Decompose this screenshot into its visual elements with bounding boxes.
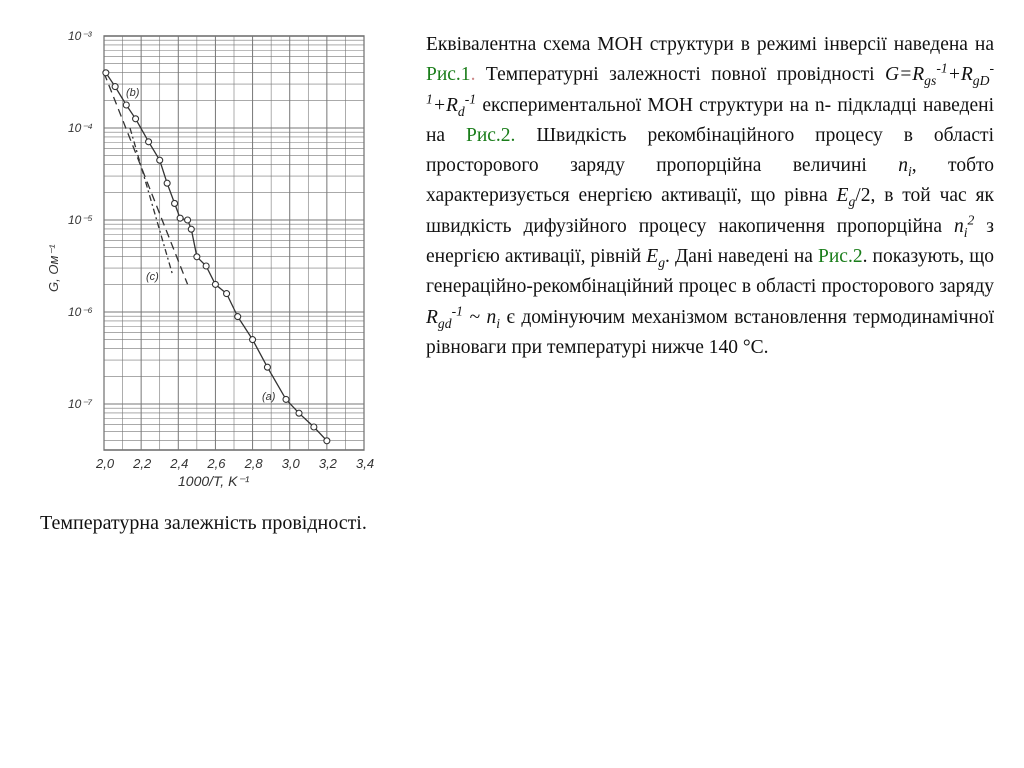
data-point	[296, 410, 302, 416]
figure-caption: Температурна залежність провідності.	[40, 512, 367, 534]
data-point	[146, 139, 152, 145]
y-tick-label: 10⁻⁷	[68, 397, 93, 411]
annotation-c: (c)	[146, 271, 159, 283]
y-tick-labels	[68, 29, 93, 411]
annotation-a: (a)	[262, 391, 276, 403]
conductivity-chart	[28, 22, 388, 494]
y-tick-label: 10⁻³	[68, 29, 92, 43]
x-tick-label: 2,0	[96, 456, 115, 471]
y-axis-label: G, Ом⁻¹	[46, 244, 61, 292]
data-point	[324, 438, 330, 444]
y-tick-label: 10⁻⁵	[68, 213, 93, 227]
data-point	[203, 263, 209, 269]
data-point	[283, 396, 289, 402]
x-tick-label: 3,0	[281, 456, 300, 471]
fig2-link[interactable]: Рис.2.	[466, 124, 516, 146]
x-tick-label: 2,8	[244, 456, 263, 471]
x-tick-label: 2,6	[207, 456, 226, 471]
data-point	[177, 215, 183, 221]
annotation-b: (b)	[126, 87, 140, 99]
data-point	[123, 102, 129, 108]
description-paragraph: Еквівалентна схема МОН структури в режимі інверсії наведена на Рис.1. Температурні залежності повної провідності $G=R_{gs}^{-1}+R_{gD}^{-1}+R_d^{-1}$ експериментальної МОН структури на n- підкладці наведені на Рис.2. Швидкість рекомбінаційного процесу в області просторового заряду пропорційна величині $n_i$, тобто характеризується енергією активації, що рівна $E_g/2$, в той час як швидкість дифузійного процесу накопичення пропорційна $n_i^2$ з енергією активації, рівній $E_g$. Дані наведені на Рис.2. показують, що генераційно-рекомбінаційний процес в області просторового заряду $R_{gd}^{-1}$ ~ $n_i$ є домінуючим механізмом встановлення термодинамічної рівноваги при температурі нижче 140 °С.	[426, 34, 995, 358]
data-point	[250, 337, 256, 343]
data-point	[194, 254, 200, 260]
x-tick-label: 3,4	[356, 456, 375, 471]
x-axis-label: 1000/T, K⁻¹	[178, 473, 250, 489]
data-point	[185, 217, 191, 223]
y-tick-label: 10⁻⁶	[68, 305, 93, 319]
data-point	[235, 314, 241, 320]
fig1-link[interactable]: Рис.1.	[426, 64, 476, 86]
x-tick-label: 2,2	[133, 456, 152, 471]
fig2-link-2[interactable]: Рис.2	[818, 246, 863, 268]
data-point	[172, 200, 178, 206]
data-point	[103, 70, 109, 76]
data-point	[188, 226, 194, 232]
x-tick-labels	[95, 456, 374, 471]
x-tick-label: 3,2	[318, 456, 337, 471]
x-tick-label: 2,4	[170, 456, 189, 471]
data-point	[112, 84, 118, 90]
data-point	[224, 291, 230, 297]
data-point	[133, 116, 139, 122]
data-point	[157, 157, 163, 163]
data-point	[164, 180, 170, 186]
data-point	[212, 281, 218, 287]
data-point	[311, 424, 317, 430]
series-line-c	[130, 128, 173, 275]
data-point	[264, 364, 270, 370]
series-line-b	[104, 73, 188, 285]
y-tick-label: 10⁻⁴	[68, 121, 93, 135]
chart-grid	[104, 36, 364, 450]
